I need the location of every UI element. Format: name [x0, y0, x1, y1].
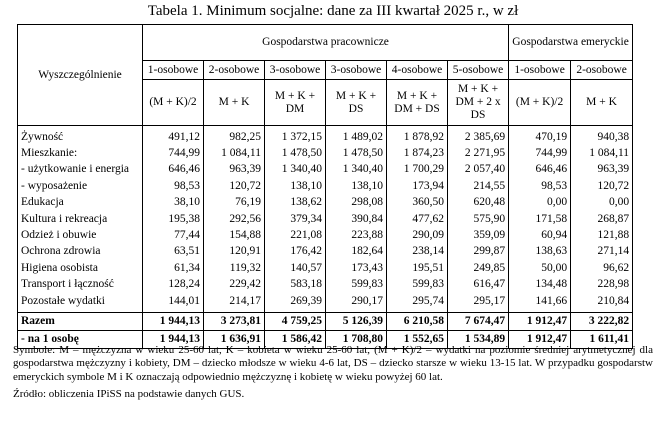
- total-label: - na 1 osobę: [18, 331, 143, 349]
- total-value: 1 534,89: [448, 331, 509, 349]
- household-size-header: 2-osobowe: [204, 61, 265, 80]
- cell-value: 298,08: [326, 195, 387, 211]
- cell-value: 744,99: [143, 145, 204, 161]
- cell-value: 616,47: [448, 277, 509, 293]
- cell-value: 963,39: [571, 162, 633, 178]
- table-title: Tabela 1. Minimum socjalne: dane za III kwartał 2025 r., w zł: [147, 3, 519, 19]
- household-symbol-header: (M + K)/2: [509, 80, 571, 126]
- cell-value: 229,42: [204, 277, 265, 293]
- cell-value: 138,63: [509, 244, 571, 260]
- household-size-header: 3-osobowe: [265, 61, 326, 80]
- cell-value: 195,51: [387, 260, 448, 276]
- cell-value: 1 878,92: [387, 126, 448, 146]
- cell-value: 138,10: [326, 178, 387, 194]
- cell-value: 121,88: [571, 227, 633, 243]
- cell-value: 228,98: [571, 277, 633, 293]
- household-size-header: 4-osobowe: [387, 61, 448, 80]
- cell-value: 2 057,40: [448, 162, 509, 178]
- cell-value: 61,34: [143, 260, 204, 276]
- table-row: [18, 195, 633, 211]
- cell-value: 646,46: [509, 162, 571, 178]
- total-value: 5 126,39: [326, 313, 387, 331]
- table-row: [18, 211, 633, 227]
- cell-value: 575,90: [448, 211, 509, 227]
- cell-value: 2 385,69: [448, 126, 509, 146]
- row-label: Odzież i obuwie: [18, 227, 143, 243]
- table-row: [18, 162, 633, 178]
- group-header-pensioners: Gospodarstwa emeryckie: [509, 25, 633, 61]
- row-label: Kultura i rekreacja: [18, 211, 143, 227]
- cell-value: 1 700,29: [387, 162, 448, 178]
- cell-value: 1 478,50: [265, 145, 326, 161]
- total-value: 3 273,81: [204, 313, 265, 331]
- cell-value: 173,94: [387, 178, 448, 194]
- cell-value: 119,32: [204, 260, 265, 276]
- cell-value: 963,39: [204, 162, 265, 178]
- cell-value: 599,83: [326, 277, 387, 293]
- table-notes: [13, 344, 653, 402]
- cell-value: 390,84: [326, 211, 387, 227]
- cell-value: 295,74: [387, 293, 448, 313]
- cell-value: 144,01: [143, 293, 204, 313]
- cell-value: 249,85: [448, 260, 509, 276]
- cell-value: 2 271,95: [448, 145, 509, 161]
- row-label: Mieszkanie:: [18, 145, 143, 161]
- total-value: 1 636,91: [204, 331, 265, 349]
- cell-value: 134,48: [509, 277, 571, 293]
- household-symbol-header: M + K + DM + DS: [387, 80, 448, 126]
- total-value: 1 708,80: [326, 331, 387, 349]
- household-size-header: 2-osobowe: [571, 61, 633, 80]
- row-label: Ochrona zdrowia: [18, 244, 143, 260]
- cell-value: 182,64: [326, 244, 387, 260]
- household-symbol-header: M + K + DM + 2 x DS: [448, 80, 509, 126]
- cell-value: 60,94: [509, 227, 571, 243]
- total-value: 6 210,58: [387, 313, 448, 331]
- cell-value: 290,17: [326, 293, 387, 313]
- total-value: 1 611,41: [571, 331, 633, 349]
- cell-value: 76,19: [204, 195, 265, 211]
- cell-value: 128,24: [143, 277, 204, 293]
- total-value: 1 552,65: [387, 331, 448, 349]
- cell-value: 1 084,11: [571, 145, 633, 161]
- cell-value: 176,42: [265, 244, 326, 260]
- cell-value: 583,18: [265, 277, 326, 293]
- row-label: Transport i łączność: [18, 277, 143, 293]
- cell-value: 1 340,40: [326, 162, 387, 178]
- cell-value: 1 489,02: [326, 126, 387, 146]
- total-value: 1 944,13: [143, 331, 204, 349]
- cell-value: 1 340,40: [265, 162, 326, 178]
- cell-value: 214,17: [204, 293, 265, 313]
- total-label: Razem: [18, 313, 143, 331]
- cell-value: 238,14: [387, 244, 448, 260]
- cell-value: 173,43: [326, 260, 387, 276]
- total-value: 1 586,42: [265, 331, 326, 349]
- row-label: Żywność: [18, 126, 143, 146]
- table-row: [18, 277, 633, 293]
- cell-value: 77,44: [143, 227, 204, 243]
- cell-value: 360,50: [387, 195, 448, 211]
- total-row: [18, 313, 633, 331]
- cell-value: 140,57: [265, 260, 326, 276]
- table-row: [18, 293, 633, 313]
- cell-value: 1 372,15: [265, 126, 326, 146]
- cell-value: 120,72: [571, 178, 633, 194]
- social-minimum-table: [17, 24, 633, 349]
- group-header-workers: Gospodarstwa pracownicze: [143, 25, 509, 61]
- cell-value: 221,08: [265, 227, 326, 243]
- household-size-header: 3-osobowe: [326, 61, 387, 80]
- cell-value: 0,00: [571, 195, 633, 211]
- cell-value: 98,53: [143, 178, 204, 194]
- cell-value: 379,34: [265, 211, 326, 227]
- cell-value: 141,66: [509, 293, 571, 313]
- row-label: - wyposażenie: [18, 178, 143, 194]
- total-value: 1 912,47: [509, 313, 571, 331]
- cell-value: 477,62: [387, 211, 448, 227]
- cell-value: 1 874,23: [387, 145, 448, 161]
- cell-value: 98,53: [509, 178, 571, 194]
- cell-value: 940,38: [571, 126, 633, 146]
- cell-value: 292,56: [204, 211, 265, 227]
- cell-value: 195,38: [143, 211, 204, 227]
- table-row: [18, 260, 633, 276]
- cell-value: 491,12: [143, 126, 204, 146]
- table-row: [18, 145, 633, 161]
- cell-value: 63,51: [143, 244, 204, 260]
- table-row: [18, 244, 633, 260]
- source-note: Źródło: obliczenia IPiSS na podstawie danych GUS.: [13, 388, 245, 401]
- cell-value: 120,72: [204, 178, 265, 194]
- total-value: 4 759,25: [265, 313, 326, 331]
- cell-value: 1 478,50: [326, 145, 387, 161]
- household-symbol-header: M + K + DS: [326, 80, 387, 126]
- cell-value: 210,84: [571, 293, 633, 313]
- cell-value: 290,09: [387, 227, 448, 243]
- cell-value: 138,62: [265, 195, 326, 211]
- total-value: 1 912,47: [509, 331, 571, 349]
- cell-value: 271,14: [571, 244, 633, 260]
- symbols-note: Symbole: M – mężczyzna w wieku 25-60 lat, K – kobieta w wieku 25-60 lat, (M + K)/2 – wydatki na poziomie średniej arytmetycznej dla gospodarstwa mężczyzny i kobiety, DM – dziecko młodsze w wieku 4-6 lat, DS – dziecko starsze w wieku 13-15 lat. W przypadku gospodarstw emeryckich symbole M i K oznaczają odpowiednio mężczyznę i kobietę w wieku powyżej 60 lat.: [13, 344, 653, 383]
- cell-value: 599,83: [387, 277, 448, 293]
- cell-value: 299,87: [448, 244, 509, 260]
- cell-value: 154,88: [204, 227, 265, 243]
- cell-value: 620,48: [448, 195, 509, 211]
- cell-value: 269,39: [265, 293, 326, 313]
- total-value: 1 944,13: [143, 313, 204, 331]
- row-label-header: Wyszczególnienie: [18, 25, 143, 126]
- row-label: Pozostałe wydatki: [18, 293, 143, 313]
- row-label: Higiena osobista: [18, 260, 143, 276]
- total-value: 3 222,82: [571, 313, 633, 331]
- cell-value: 50,00: [509, 260, 571, 276]
- cell-value: 120,91: [204, 244, 265, 260]
- cell-value: 223,88: [326, 227, 387, 243]
- cell-value: 646,46: [143, 162, 204, 178]
- table-row: [18, 178, 633, 194]
- cell-value: 359,09: [448, 227, 509, 243]
- table-row: [18, 126, 633, 146]
- cell-value: 214,55: [448, 178, 509, 194]
- household-symbol-header: M + K: [571, 80, 633, 126]
- household-size-header: 5-osobowe: [448, 61, 509, 80]
- cell-value: 38,10: [143, 195, 204, 211]
- household-symbol-header: M + K: [204, 80, 265, 126]
- cell-value: 268,87: [571, 211, 633, 227]
- row-label: Edukacja: [18, 195, 143, 211]
- cell-value: 96,62: [571, 260, 633, 276]
- household-symbol-header: M + K + DM: [265, 80, 326, 126]
- cell-value: 0,00: [509, 195, 571, 211]
- row-label: - użytkowanie i energia: [18, 162, 143, 178]
- total-value: 7 674,47: [448, 313, 509, 331]
- cell-value: 470,19: [509, 126, 571, 146]
- table-row: [18, 227, 633, 243]
- household-size-header: 1-osobowe: [143, 61, 204, 80]
- household-size-header: 1-osobowe: [509, 61, 571, 80]
- cell-value: 744,99: [509, 145, 571, 161]
- household-symbol-header: (M + K)/2: [143, 80, 204, 126]
- cell-value: 982,25: [204, 126, 265, 146]
- cell-value: 1 084,11: [204, 145, 265, 161]
- cell-value: 171,58: [509, 211, 571, 227]
- cell-value: 138,10: [265, 178, 326, 194]
- cell-value: 295,17: [448, 293, 509, 313]
